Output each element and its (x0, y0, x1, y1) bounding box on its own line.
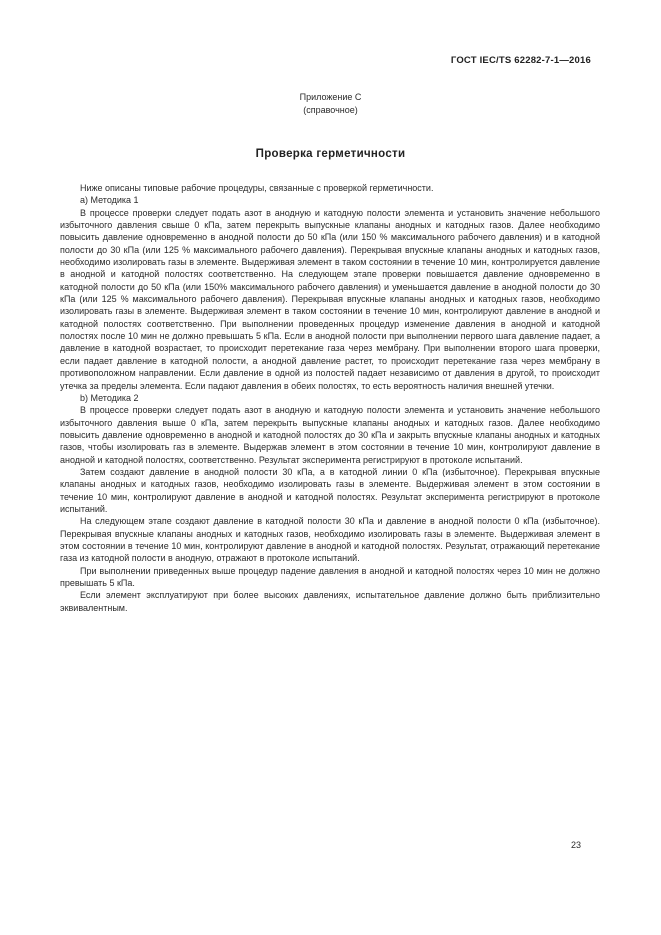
document-header-standard-number: ГОСТ IEC/TS 62282-7-1—2016 (450, 55, 591, 66)
document-body (60, 182, 600, 614)
page-number: 23 (570, 840, 581, 850)
paragraph-method1-heading: a) Методика 1 (80, 195, 139, 206)
paragraph-method2-step2: Затем создают давление в анодной полости 30 кПа, а в катодной линии 0 кПа (избыточное). Перекрывая впускные клапаны анодных и катодных газов, необходимо изолировать газы в элементе. Выдерживая элемент в этом состоянии в течение 10 мин, контролируют давление в анодной и катодной полостях. Результат эксперимента регистрируют в протоколе испытаний. (60, 466, 600, 514)
paragraph-intro: Ниже описаны типовые рабочие процедуры, связанные с проверкой герметичности. (80, 183, 434, 193)
paragraph-method2-step1: В процессе проверки следует подать азот в анодную и катодную полости элемента и установить значение небольшого избыточного давления выше 0 кПа, затем перекрыть выпускные клапаны анодных и катодных газов. Далее необходимо повысить давление одновременно в анодной и катодной полостях до 30 кПа и закрыть впускные клапаны анодных и катодных газов, чтобы изолировать газ в элементе. Выдержав элемент в этом состоянии в течение 10 мин, контролируют давление в анодной и катодной полостях, соответственно. Результат эксперимента регистрируют в протоколе испытаний. (60, 405, 600, 465)
page-title: Проверка герметичности (255, 148, 406, 160)
annex-type: (справочное) (303, 104, 358, 115)
paragraph-method2-heading: b) Методика 2 (80, 392, 139, 403)
paragraph-equivalent-pressure: Если элемент эксплуатируют при более высоких давлениях, испытательное давление должно быть приблизительно эквивалентным. (60, 590, 600, 613)
paragraph-method1-body: В процессе проверки следует подать азот в анодную и катодную полости элемента и установить значение небольшого избыточного давления свыше 0 кПа, затем перекрыть выпускные клапаны анодных и катодных газов. Далее необходимо повысить давление одновременно в анодной полости до 50 кПа (или 150 % максимального рабочего давления) и в катодной полости до 30 кПа (или 125 % максимального рабочего давления). Перекрывая впускные клапаны анодных и катодных газов, необходимо изолировать газы в элементе. Выдерживая элемент в таком состоянии в течение 10 мин, контролируется давление в анодной и катодной полостях соответственно. На следующем этапе проверки повышается давление одновременно в катодной полости до 50 кПа (или 150% максимального рабочего давления) и уменьшается давление в анодной полости до 30 кПа (или 125 % максимального рабочего давления). Перекрывая впускные клапаны анодных и катодных газов, необходимо изолировать газы в элементе. Выдерживая элемент в таком состоянии в течение 10 мин, контролируют давление в анодной и катодной полостях соответственно. При выполнении проведенных процедур изменение давления в анодной и катодной полостях после 10 мин не должно превышать 5 кПа. Если в анодной полости при выполнении первого шага давление падает, а давление в катодной возрастает, то происходит перетекание газа через мембрану. При выполнении второго шага проверки, если падает давление в катодной полости, а анодной давление растет, то происходит перетекание газа через мембрану в противоположном направлении. Если давление в одной из полостей падает независимо от давления в другой, то происходит утечка за пределы элемента. Если падают давления в обеих полостях, то есть вероятность наличия внешней утечки. (60, 207, 600, 391)
paragraph-pressure-limit: При выполнении приведенных выше процедур падение давления в анодной и катодной полостях через 10 мин не должно превышать 5 кПа. (60, 565, 600, 588)
paragraph-method2-step3: На следующем этапе создают давление в катодной полости 30 кПа и давление в анодной полости 0 кПа (избыточное). Перекрывая впускные клапаны анодных и катодных газов, необходимо изолировать газы в элементе. Выдерживая элемент в этом состоянии в течение 10 мин, контролируют давление в анодной и катодной полостях. Результат, отражающий перетекание газа из катодной полости в анодную, отражают в протоколе испытаний. (60, 516, 600, 564)
annex-label: Приложение С (299, 92, 362, 102)
annex-block (0, 91, 661, 116)
